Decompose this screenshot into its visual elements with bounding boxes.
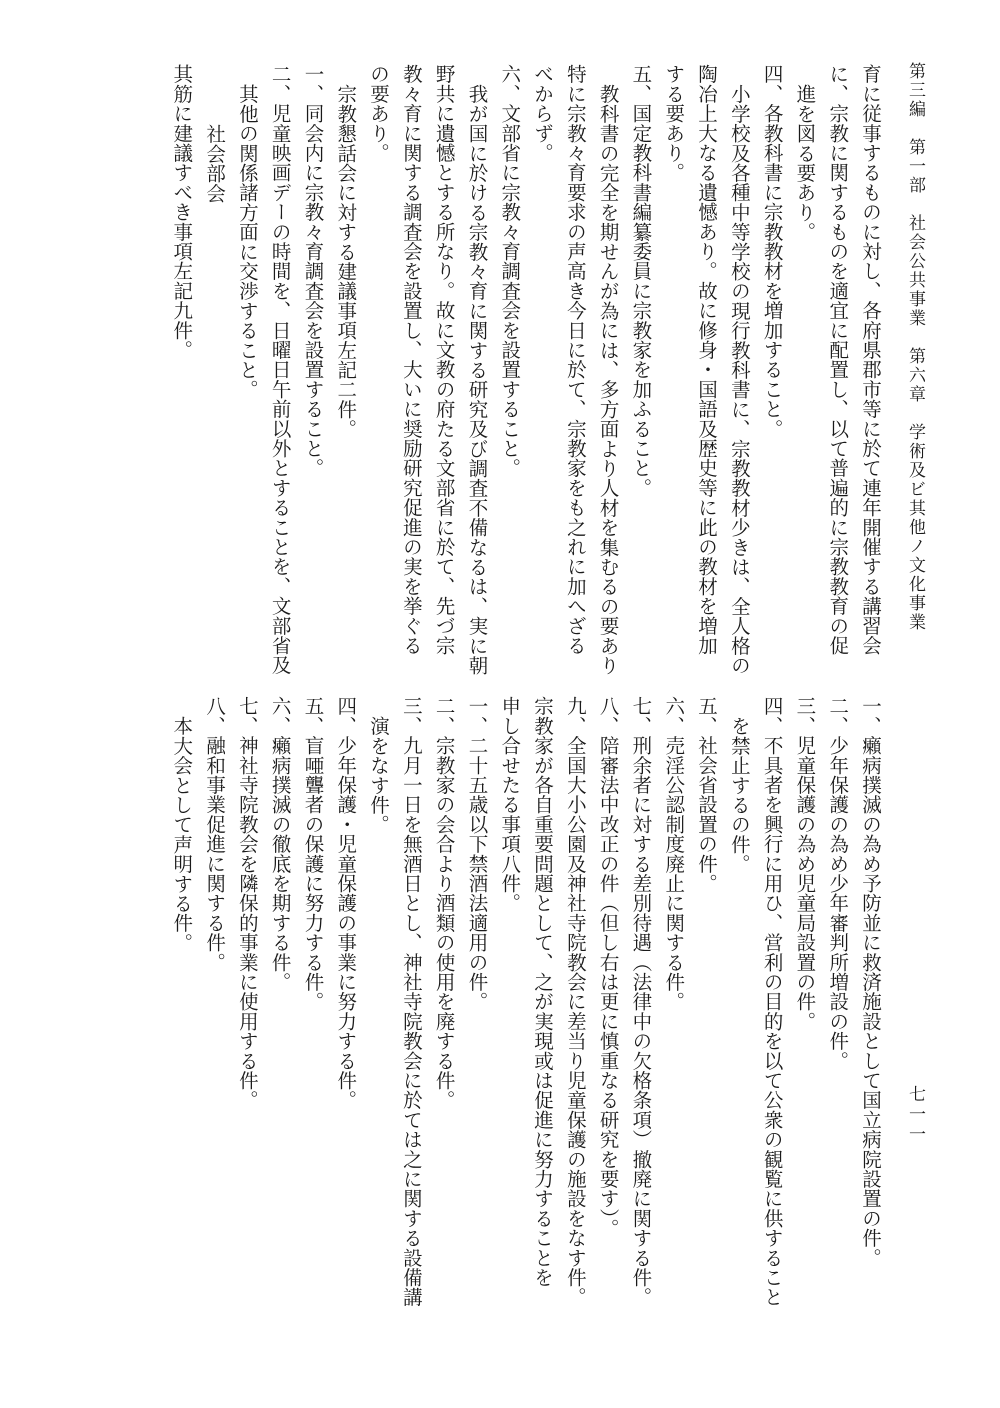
text-line: 特に宗教々育要求の声高き今日に於て、宗教家をも之れに加へざる — [563, 64, 587, 655]
text-line: する要あり。 — [662, 64, 686, 183]
list-item: 二、宗教家の会合より酒類の使用を廃する件。 — [432, 696, 456, 1110]
list-item: 二、児童映画デーの時間を、日曜日午前以外とすることを、文部省及 — [268, 64, 292, 675]
text-line: 育に従事するものに対し、各府県郡市等に於て連年開催する講習会 — [859, 64, 882, 655]
list-item: 四、各教科書に宗教教材を増加すること。 — [760, 64, 784, 439]
list-item: 一、二十五歳以下禁酒法適用の件。 — [465, 696, 489, 1012]
list-item: 三、九月一日を無酒日とし、神社寺院教会に於ては之に関する設備講 — [399, 696, 423, 1307]
text-line: 教々育に関する調査会を設置し、大いに奨励研究促進の実を挙ぐる — [399, 64, 423, 655]
text-line: 演をなす件。 — [367, 716, 391, 835]
text-line: を禁止するの件。 — [727, 716, 751, 874]
running-head: 第三編 第一部 社会公共事業 第六章 学術及ビ其他ノ文化事業 — [905, 62, 925, 632]
list-item: 六、文部省に宗教々育調査会を設置すること。 — [498, 64, 522, 478]
text-line: べからず。 — [531, 64, 555, 163]
list-item: 五、国定教科書編纂委員に宗教家を加ふること。 — [629, 64, 653, 498]
text-line: の要あり。 — [367, 64, 391, 163]
list-item: 一、同会内に宗教々育調査会を設置すること。 — [301, 64, 325, 478]
text-line: 宗教懇話会に対する建議事項左記二件。 — [334, 84, 358, 439]
list-item: 九、全国大小公園及神社寺院教会に差当り児童保護の施設をなす件。 — [563, 696, 587, 1307]
text-line: 小学校及各種中等学校の現行教科書に、宗教教材少きは、全人格の — [727, 84, 751, 675]
list-item: 四、不具者を興行に用ひ、営利の目的を以て公衆の観覧に供すること — [760, 696, 784, 1307]
list-item: 二、少年保護の為め少年審判所増設の件。 — [826, 696, 850, 1071]
text-line: 野共に遺憾とする所なり。故に文教の府たる文部省に於て、先づ宗 — [432, 64, 456, 656]
lower-text-block — [56, 696, 886, 1336]
list-item: 八、融和事業促進に関する件。 — [203, 696, 227, 972]
text-line: 宗教家が各自重要問題として、之が実現或は促進に努力することを — [531, 696, 555, 1287]
text-line: 申し合せたる事項八件。 — [498, 696, 522, 913]
section-heading: 社会部会 — [203, 124, 227, 203]
text-line: 教科書の完全を期せんが為には、多方面より人材を集むるの要あり — [596, 84, 620, 675]
list-item: 八、陪審法中改正の件（但し右は更に慎重なる研究を要す）。 — [596, 696, 620, 1238]
text-line: 進を図る要あり。 — [793, 84, 817, 242]
list-item: 五、盲唖聾者の保護に努力する件。 — [301, 696, 325, 1012]
text-line: 陶冶上大なる遺憾あり。故に修身・国語及歴史等に此の教材を増加 — [695, 64, 719, 655]
upper-text-block — [56, 64, 886, 675]
text-line: 其筋に建議すべき事項左記九件。 — [170, 64, 194, 360]
list-item: 五、社会省設置の件。 — [695, 696, 719, 893]
list-item: 四、少年保護・児童保護の事業に努力する件。 — [334, 696, 358, 1110]
text-line: 我が国に於ける宗教々育に関する研究及び調査不備なるは、実に朝 — [465, 84, 489, 675]
list-item: 七、神社寺院教会を隣保的事業に使用する件。 — [235, 696, 259, 1110]
text-line: に、宗教に関するものを適宜に配置し、以て普遍的に宗教教育の促 — [826, 64, 850, 655]
page-number: 七一一 — [905, 1085, 925, 1145]
list-item: 六、癩病撲滅の徹底を期する件。 — [268, 696, 292, 992]
text-line: 本大会として声明する件。 — [170, 716, 194, 953]
list-item: 七、刑余者に対する差別待遇（法律中の欠格条項）撤廃に関する件。 — [629, 696, 653, 1307]
text-line: 其他の関係諸方面に交渉すること。 — [235, 84, 259, 400]
list-item: 三、児童保護の為め児童局設置の件。 — [793, 696, 817, 1031]
list-item: 六、売淫公認制度廃止に関する件。 — [662, 696, 686, 1012]
list-item: 一、癩病撲滅の為め予防並に救済施設として国立病院設置の件。 — [859, 696, 882, 1268]
